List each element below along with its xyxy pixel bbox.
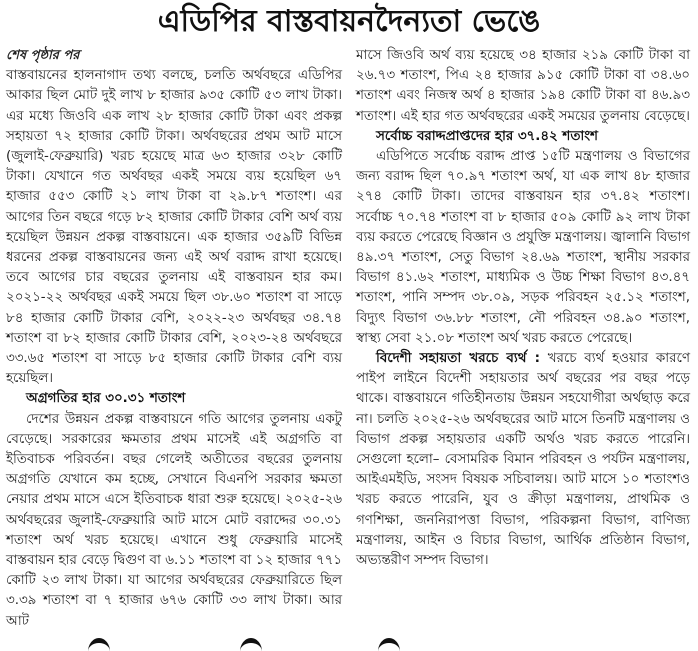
glyph-fragment (88, 638, 110, 651)
subheading: অগ্রগতির হার ৩০.৩১ শতাংশ (26, 391, 186, 407)
article-column-right (356, 46, 690, 571)
paragraph: দেশের উন্নয়ন প্রকল্প বাস্তবায়নে গতি আগের তুলনায় একটু বেড়েছে। সরকারের ক্ষমতার প্রথম মাসেই এই অগ্রগতি বা ইতিবাচক পরিবর্তন। বছর গেলেই অতীতের বছরের তুলনায় অগ্রগতি যেখানে কম হচ্ছে, সেখানে বিএনপি সরকার ক্ষমতা নেয়ার প্রথম মাসে এসে ইতিবাচক ধারা শুরু হয়েছে। ২০২৫-২৬ অর্থবছরের জুলাই-ফেব্রুয়ারি আট মাসে মোট বরাদ্দের ৩০.৩১ শতাংশ অর্থ খরচ হয়েছে। এখানে শুধু ফেব্রুয়ারি মাসেই বাস্তবায়ন হার বেড়ে দ্বিগুণ বা ৬.১১ শতাংশ বা ১২ হাজার ৭৭১ কোটি ২৩ লাখ টাকা। যা আগের অর্থবছরের ফেব্রুয়ারিতে ছিল ৩.৩৯ শতাংশ বা ৭ হাজার ৬৭৬ কোটি ৩৩ লাখ টাকা। আর আট (6, 411, 342, 629)
next-headline-fragment (0, 636, 698, 651)
subheading: সর্বোচ্চ বরাদ্দপ্রাপ্তদের হার ৩৭.৪২ শতাংশ (376, 128, 598, 144)
continued-from-label: শেষ পৃষ্ঠার পর (6, 48, 80, 63)
inline-heading: বিদেশী সহায়তা খরচে ব্যর্থ : (376, 351, 540, 367)
article-column-left (6, 46, 342, 632)
paragraph-text: খরচে ব্যর্থ হওয়ার কারণে পাইপ লাইনে বিদেশী সহায়তার অর্থ বছরের পর বছর পড়ে থাকে। বাস্তবায়নে গতিহীনতায় উন্নয়ন সহযোগীরা অর্থছাড় করে না। চলতি ২০২৫-২৬ অর্থবছরের আট মাসে তিনটি মন্ত্রণালয় ও বিভাগ প্রকল্প সহায়তার একটি অর্থও খরচ করতে পারেনি। সেগুলো হলো– বেসামরিক বিমান পরিবহন ও পর্যটন মন্ত্রণালয়, আইএমইডি, সংসদ বিষয়ক সচিবালয়। আট মাসে ১০ শতাংশও খরচ করতে পারেনি, যুব ও ক্রীড়া মন্ত্রণালয়, প্রাথমিক ও গণশিক্ষা, জননিরাপত্তা বিভাগ, পরিকল্পনা বিভাগ, বাণিজ্য মন্ত্রণালয়, আইন ও বিচার বিভাগ, আর্থিক প্রতিষ্ঠান বিভাগ, অভ্যন্তরীণ সম্পদ বিভাগ। (356, 351, 690, 569)
glyph-fragment (378, 638, 400, 651)
paragraph: মাসে জিওবি অর্থ ব্যয় হয়েছে ৩৪ হাজার ২১৯ কোটি টাকা বা ২৬.৭৩ শতাংশ, পিএ ২৪ হাজার ৯১৫ কোটি টাকা বা ৩৪.৬০ শতাংশ এবং নিজস্ব অর্থ ৪ হাজার ১৯৪ কোটি টাকা বা ৪৬.৯৩ শতাংশ। এই হার গত অর্থবছরের একই সময়ের তুলনায় বেড়েছে। (356, 48, 690, 124)
paragraph: এডিপিতে সর্বোচ্চ বরাদ্দ প্রাপ্ত ১৫টি মন্ত্রণালয় ও বিভাগের জন্য বরাদ্দ ছিল ৭০.৯৭ শতাংশ অর্থ, যা এক লাখ ৪৮ হাজার ২৭৪ কোটি টাকা। তাদের বাস্তবায়ন হার ৩৭.৪২ শতাংশ। সর্বোচ্চ ৭০.৭৪ শতাংশ বা ৮ হাজার ৫০৯ কোটি ৯২ লাখ টাকা ব্যয় করতে পেরেছে বিজ্ঞান ও প্রযুক্তি মন্ত্রণালয়। জ্বালানি বিভাগ ৪৯.৩৭ শতাংশ, সেতু বিভাগ ২৪.৬৯ শতাংশ, স্থানীয় সরকার বিভাগ ৪১.৬২ শতাংশ, মাধ্যমিক ও উচ্চ শিক্ষা বিভাগ ৪৩.৪৭ শতাংশ, পানি সম্পদ ৩৮.০৯, সড়ক পরিবহন ২৫.১২ শতাংশ, বিদ্যুৎ বিভাগ ৩৬.৮৮ শতাংশ, নৌ পরিবহন ৩৪.৯০ শতাংশ, স্বাস্থ্য সেবা ২১.০৮ শতাংশ অর্থ খরচ করতে পেরেছে। (356, 149, 690, 346)
headline: এডিপির বাস্তবায়নদৈন্যতা ভেঙে (157, 4, 541, 39)
paragraph: বাস্তবায়নের হালনাগাদ তথ্য বলছে, চলতি অর্থবছরে এডিপির আকার ছিল মোট দুই লাখ ৮ হাজার ৯৩৫ কোটি ৫৩ লাখ টাকা। এর মধ্যে জিওবি এক লাখ ২৮ হাজার কোটি টাকা এবং প্রকল্প সহায়তা ৭২ হাজার কোটি টাকা। অর্থবছরের প্রথম আট মাসে (জুলাই-ফেব্রুয়ারি) খরচ হয়েছে মাত্র ৬৩ হাজার ৩২৮ কোটি টাকা। যেখানে গত অর্থবছর একই সময়ে ব্যয় হয়েছিল ৬৭ হাজার ৫৫৩ কোটি ২১ লাখ টাকা বা ২৯.৮৭ শতাংশ। এর আগের তিন বছরে গড়ে ৮২ হাজার কোটি টাকার বেশি অর্থ ব্যয় হয়েছিল উন্নয়ন প্রকল্প বাস্তবায়নে। এক হাজার ৩৫৯টি বিভিন্ন ধরনের প্রকল্প বাস্তবায়নের জন্য এই অর্থ বরাদ্দ রাখা হয়েছে। তবে আগের চার বছরের তুলনায় এই বাস্তবায়ন হার কম। ২০২১-২২ অর্থবছর একই সময়ে ছিল ৩৮.৬০ শতাংশ বা সাড়ে ৮৪ হাজার কোটি টাকার বেশি, ২০২২-২৩ অর্থবছর ৩৪.৭৪ শতাংশ বা ৮২ হাজার কোটি টাকার বেশি, ২০২৩-২৪ অর্থবছরে ৩৩.৬৫ শতাংশ বা সাড়ে ৮৫ হাজার কোটি টাকার বেশি ব্যয় হয়েছিল। (6, 68, 342, 387)
glyph-fragment (240, 638, 262, 651)
paragraph-with-inline-heading (356, 349, 690, 571)
